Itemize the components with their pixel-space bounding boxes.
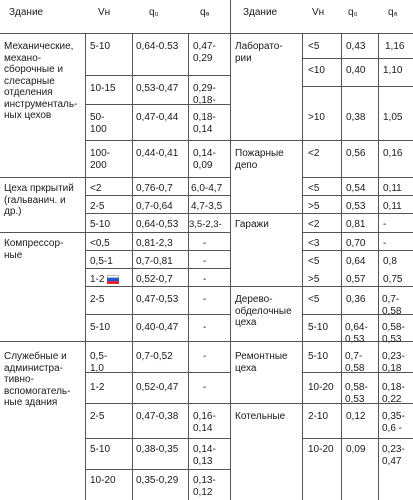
vn-cell: >5 [308,274,320,285]
qv-cell: 0,11 [383,201,402,212]
vn-cell: 1-2 [90,274,105,285]
building-name: Гаражи [235,219,269,230]
flag-stripe-red [107,281,119,284]
qv-cell: 0,75 [383,274,403,285]
vn-cell: 10-20 [90,475,116,486]
row-rule [85,195,230,196]
header-q0: q₀ [149,7,159,18]
qv-cell: 0,8 [383,256,397,267]
row-rule [85,250,230,251]
row-rule [302,250,413,251]
qv-cell: 0,23-0,47 [382,444,405,467]
row-rule [302,438,413,439]
row-rule [85,286,230,287]
vn-cell: >10 [308,112,325,123]
row-rule [0,177,230,178]
header-vn: Vн [312,7,325,18]
row-rule [302,177,413,178]
vn-cell: <2 [308,219,320,230]
qv-cell: - [383,219,387,230]
row-rule [302,58,413,59]
vn-cell: 5-10 [90,322,111,333]
table-center-divider [230,0,231,500]
qv-cell: 1,05 [383,112,403,123]
building-name: Ремонтные цеха [235,351,288,374]
vn-cell: 5-10 [90,219,111,230]
header-rule [0,33,413,34]
q0-cell: 0,09 [346,444,366,455]
qv-cell: - [383,238,387,249]
qv-cell: - [203,274,207,285]
building-name: Цеха пркрытий (гальванич. и др.) [4,183,74,217]
column-divider [302,33,303,500]
qv-cell: 0,18-0,22 [382,382,405,405]
vn-cell: 2-10 [308,411,329,422]
qv-cell: 1,10 [383,65,403,76]
q0-cell: 0,40 [346,65,366,76]
building-name: Механические, механо-сборочные и слесарные отделения инструменталь-ных цехов [4,41,78,121]
q0-cell: 0,35-0,29 [136,475,179,486]
q0-cell: 0,52-0,7 [136,274,173,285]
qv-cell: 0,18-0,14 [193,112,216,135]
vn-cell: <5 [308,256,320,267]
q0-cell: 0,58-0,53 [345,382,368,405]
header-vn: Vн [98,7,111,18]
vn-cell: <3 [308,238,320,249]
building-name: Котельные [235,411,286,422]
header-building: Здание [243,7,278,18]
q0-cell: 0,64-0,53 [345,322,368,345]
row-rule [85,268,230,269]
qv-cell: 0,23-0,18 [382,351,405,374]
q0-cell: 0,7-0,52 [136,351,173,362]
qv-cell: 0,29-0,18- [193,83,216,106]
row-rule [85,75,230,76]
building-name: Лаборато-рии [235,41,283,64]
qv-cell: 0,58-0,53 [382,322,405,345]
qv-cell: 0,7-0,58 [382,294,402,317]
qv-cell: 0,14-0,13 [193,444,216,467]
vn-cell: 10-15 [90,83,116,94]
qv-cell: 0,11 [383,183,402,194]
vn-cell: 0,5-1 [90,256,113,267]
row-rule [85,469,230,470]
vn-cell: 5-10 [90,444,111,455]
building-name: Компрессор-ные [4,238,64,261]
russian-flag-icon [107,275,119,284]
q0-cell: 0,47-0,38 [136,411,179,422]
row-rule [302,232,413,233]
vn-cell: <2 [308,148,320,159]
vn-cell: 2-5 [90,294,105,305]
row-rule [0,341,230,342]
vn-cell: <5 [308,183,320,194]
row-rule [230,140,413,141]
vn-cell: 0,5-1,0 [90,351,108,374]
vn-cell: 5-10 [90,41,111,52]
q0-cell: 0,47-0,44 [136,112,179,123]
building-name: Пожарные депо [235,148,284,171]
qv-cell: - [203,351,207,362]
q0-cell: 0,53 [346,201,366,212]
q0-cell: 0,12 [346,411,366,422]
qv-cell: 0,47-0,29 [193,41,216,64]
row-rule [85,403,230,404]
qv-cell: - [203,322,207,333]
row-rule [85,140,230,141]
q0-cell: 0,57 [346,274,366,285]
building-name: Дерево-обделочные цеха [235,294,292,328]
q0-cell: 0,43 [346,41,366,52]
row-rule [85,314,230,315]
vn-cell: <5 [308,41,320,52]
q0-cell: 0,47-0,53 [136,294,179,305]
q0-cell: 0,81-2,3 [136,238,173,249]
vn-cell: <5 [308,294,320,305]
row-rule [230,213,413,214]
q0-cell: 0,38 [346,112,366,123]
q0-cell: 0,53-0,47 [136,83,179,94]
row-rule [0,232,230,233]
header-qv: qₐ [200,7,210,18]
q0-cell: 0,44-0,41 [136,148,179,159]
vn-cell: 100-200 [90,148,111,171]
vn-cell: <2 [90,183,102,194]
vn-cell: 50-100 [90,112,107,135]
qv-cell: 0,16-0,14 [193,411,216,434]
q0-cell: 0,7-0,81 [136,256,173,267]
header-q0: q₀ [348,7,358,18]
qv-cell: 0,14-0,09 [193,148,216,171]
qv-cell: - [203,256,207,267]
qv-cell: 0,16 [383,148,403,159]
q0-cell: 0,81 [346,219,366,230]
qv-cell: 1,16 [385,41,405,52]
qv-cell: - [203,382,207,393]
building-name: Служебные и администра-тивно-вспомогатель-ные здания [4,351,71,408]
vn-cell: 1-2 [90,382,105,393]
row-rule [85,213,230,214]
column-divider [341,33,342,500]
q0-cell: 0,38-0,35 [136,444,179,455]
q0-cell: 0,70 [346,238,366,249]
row-rule [230,286,413,287]
vn-cell: <0,5 [90,238,110,249]
qv-cell: 0,13-0,12 [193,475,216,498]
vn-cell: 10-20 [308,382,334,393]
q0-cell: 0,76-0,7 [136,183,173,194]
vn-cell: 10-20 [308,444,334,455]
qv-cell: 6,0-4,7 [191,183,223,194]
row-rule [85,438,230,439]
q0-cell: 0,64-0,53 [136,219,179,230]
q0-cell: 0,64-0.53 [136,41,179,52]
qv-cell: 3,5-2,3- [189,219,222,230]
header-qv: qₐ [388,7,398,18]
vn-cell: >5 [308,201,320,212]
q0-cell: 0,56 [346,148,366,159]
vn-cell: 5-10 [308,322,329,333]
qv-cell: 0,35-0,6 - [382,411,405,434]
q0-cell: 0,7-0,58 [345,351,365,374]
vn-cell: 2-5 [90,411,105,422]
q0-cell: 0,7-0,64 [136,201,173,212]
column-divider [378,33,379,500]
row-rule [302,195,413,196]
vn-cell: 2-5 [90,201,105,212]
q0-cell: 0,36 [346,294,366,305]
qv-cell: - [203,238,207,249]
q0-cell: 0,52-0,47 [136,382,179,393]
qv-cell: 4,7-3,5 [191,201,223,212]
q0-cell: 0,54 [346,183,366,194]
header-building: Здание [9,7,44,18]
row-rule [302,86,413,87]
vn-cell: <10 [308,65,325,76]
q0-cell: 0,64 [346,256,366,267]
q0-cell: 0,40-0,47 [136,322,179,333]
vn-cell: 5-10 [308,351,329,362]
qv-cell: - [203,294,207,305]
